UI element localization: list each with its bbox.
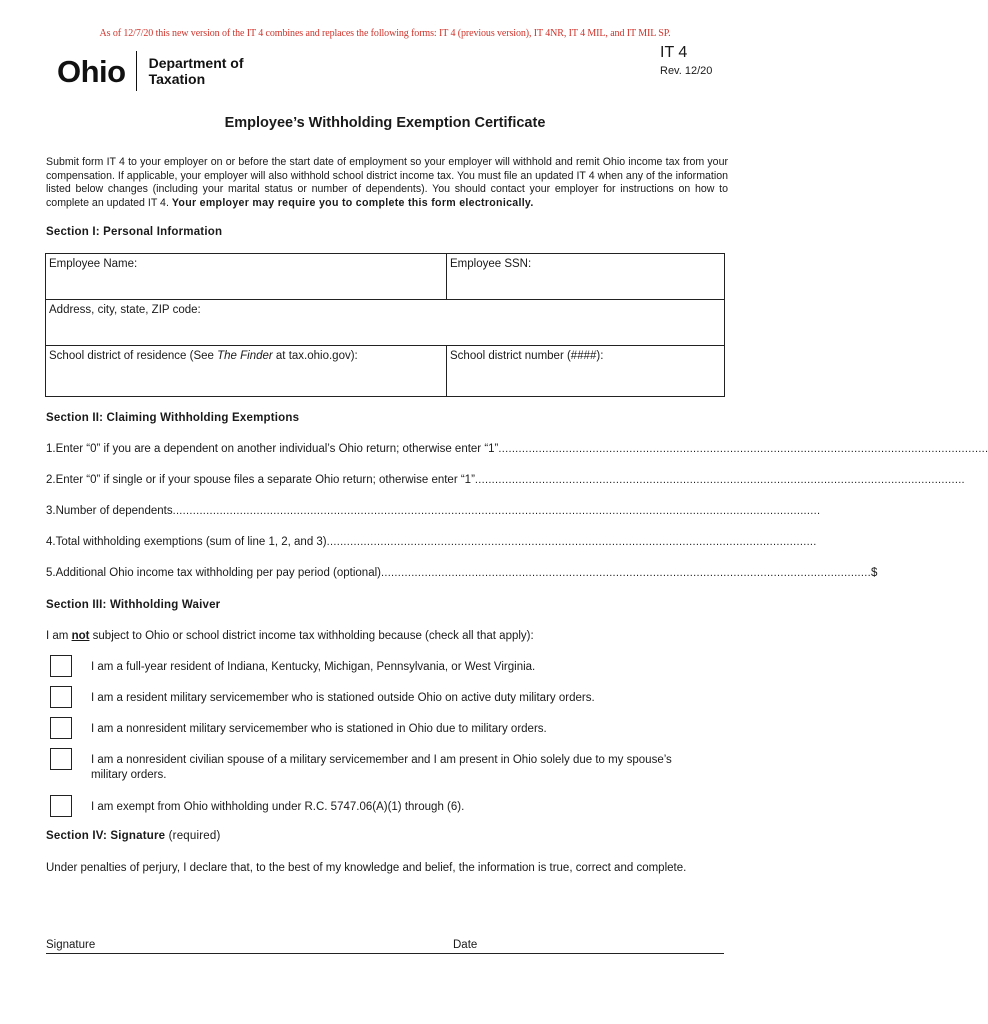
form-revision: Rev. 12/20 [660,65,713,77]
waiver-option-4: I am a nonresident civilian spouse of a military servicemember and I am present in Ohio solely due to my spouse’s military orders. [91,754,672,781]
leader-dots: .................................................................................................................................................. [326,536,817,548]
line-number: 2. [46,474,56,486]
employee-name-label: Employee Name: [49,258,138,270]
section-1-heading: Section I: Personal Information [46,226,223,238]
section-4-title: Section IV: Signature [46,830,166,842]
line-text: Enter “0” if single or if your spouse files a separate Ohio return; otherwise enter “1” [55,474,475,486]
leader-dots: ................................................................................................................................................................................................. [172,505,821,517]
waiver-checkbox-reciprocity[interactable] [50,655,72,677]
school-district-label [49,350,358,362]
department-line-1: Department of [148,55,244,71]
employee-name-field[interactable] [45,253,447,300]
waiver-option-2: I am a resident military servicemember who is stationed outside Ohio on active duty military orders. [91,692,595,704]
signature-line[interactable] [46,953,724,954]
waiver-checkbox-exempt[interactable] [50,795,72,817]
dollar-sign: $ [870,567,878,579]
section-3-heading: Section III: Withholding Waiver [46,599,221,611]
section-2-heading: Section II: Claiming Withholding Exemptions [46,412,300,424]
waiver-option-1: I am a full-year resident of Indiana, Kentucky, Michigan, Pennsylvania, or West Virginia. [91,661,536,673]
line-number: 5. [46,567,56,579]
ohio-logo-wordmark: Ohio [57,53,126,89]
leader-dots: .................................................................................................................................................. [380,567,871,579]
address-label: Address, city, state, ZIP code: [49,304,201,316]
school-district-label-pre: School district of residence (See [49,350,218,362]
date-label: Date [453,939,478,951]
waiver-option-5: I am exempt from Ohio withholding under R.C. 5747.06(A)(1) through (6). [91,801,465,813]
instructions-paragraph [46,156,728,210]
address-field[interactable] [45,299,725,346]
line-text: Total withholding exemptions (sum of line 1, 2, and 3) [55,536,327,548]
leader-dots: .................................................................................................................................................. [474,474,965,486]
exemption-line-1 [46,443,988,455]
exemption-line-4 [46,536,817,548]
waiver-intro-post: subject to Ohio or school district income tax withholding because (check all that apply): [89,630,534,642]
leader-dots: .................................................................................................................................................. [498,443,988,455]
line-text: Number of dependents [55,505,173,517]
instructions-bold-note: Your employer may require you to complete this form electronically. [171,196,534,209]
school-district-field[interactable] [45,345,447,397]
line-text: Enter “0” if you are a dependent on another individual’s Ohio return; otherwise enter “1” [55,443,499,455]
exemption-line-3 [46,505,821,517]
department-line-2: Taxation [148,71,206,87]
revision-notice: As of 12/7/20 this new version of the IT 4 combines and replaces the following forms: IT 4 (previous version), IT 4NR, IT 4 MIL, and IT MIL SP. [99,28,671,39]
signature-label: Signature [46,939,96,951]
perjury-declaration: Under penalties of perjury, I declare that, to the best of my knowledge and belief, the information is true, correct and complete. [46,862,687,874]
waiver-not-emphasis: not [71,630,90,642]
department-name [149,55,244,87]
form-number: IT 4 [660,44,688,61]
line-number: 4. [46,536,56,548]
ohio-logo [57,49,244,93]
section-4-heading [46,830,221,842]
instructions-text: Submit form IT 4 to your employer on or before the start date of employment so your employer will withhold and remit Ohio income tax from your compensation. If applicable, your employer will also withhold school district income tax. You must file an updated IT 4 when any of the information listed below changes (including your marital status or number of dependents). You should contact your employer for instructions on how to complete an updated IT 4. [46,156,728,209]
waiver-intro [46,630,534,642]
the-finder-text: The Finder [217,350,273,362]
line-number: 1. [46,443,56,455]
waiver-checkbox-nonresident-military[interactable] [50,717,72,739]
section-4-required-note: (required) [168,830,221,842]
waiver-option-3: I am a nonresident military servicemember who is stationed in Ohio due to military orders. [91,723,547,735]
line-number: 3. [46,505,56,517]
school-district-number-field[interactable] [446,345,725,397]
form-title: Employee’s Withholding Exemption Certificate [224,115,546,131]
exemption-line-5 [46,567,878,579]
school-district-label-post: at tax.ohio.gov): [272,350,358,362]
line-text: Additional Ohio income tax withholding per pay period (optional) [55,567,381,579]
employee-ssn-label: Employee SSN: [450,258,532,270]
logo-divider [136,51,137,91]
school-district-number-label: School district number (####): [450,350,604,362]
waiver-intro-pre: I am [46,630,72,642]
waiver-checkbox-resident-military[interactable] [50,686,72,708]
exemption-line-2 [46,474,965,486]
waiver-checkbox-military-spouse[interactable] [50,748,72,770]
employee-ssn-field[interactable] [446,253,725,300]
